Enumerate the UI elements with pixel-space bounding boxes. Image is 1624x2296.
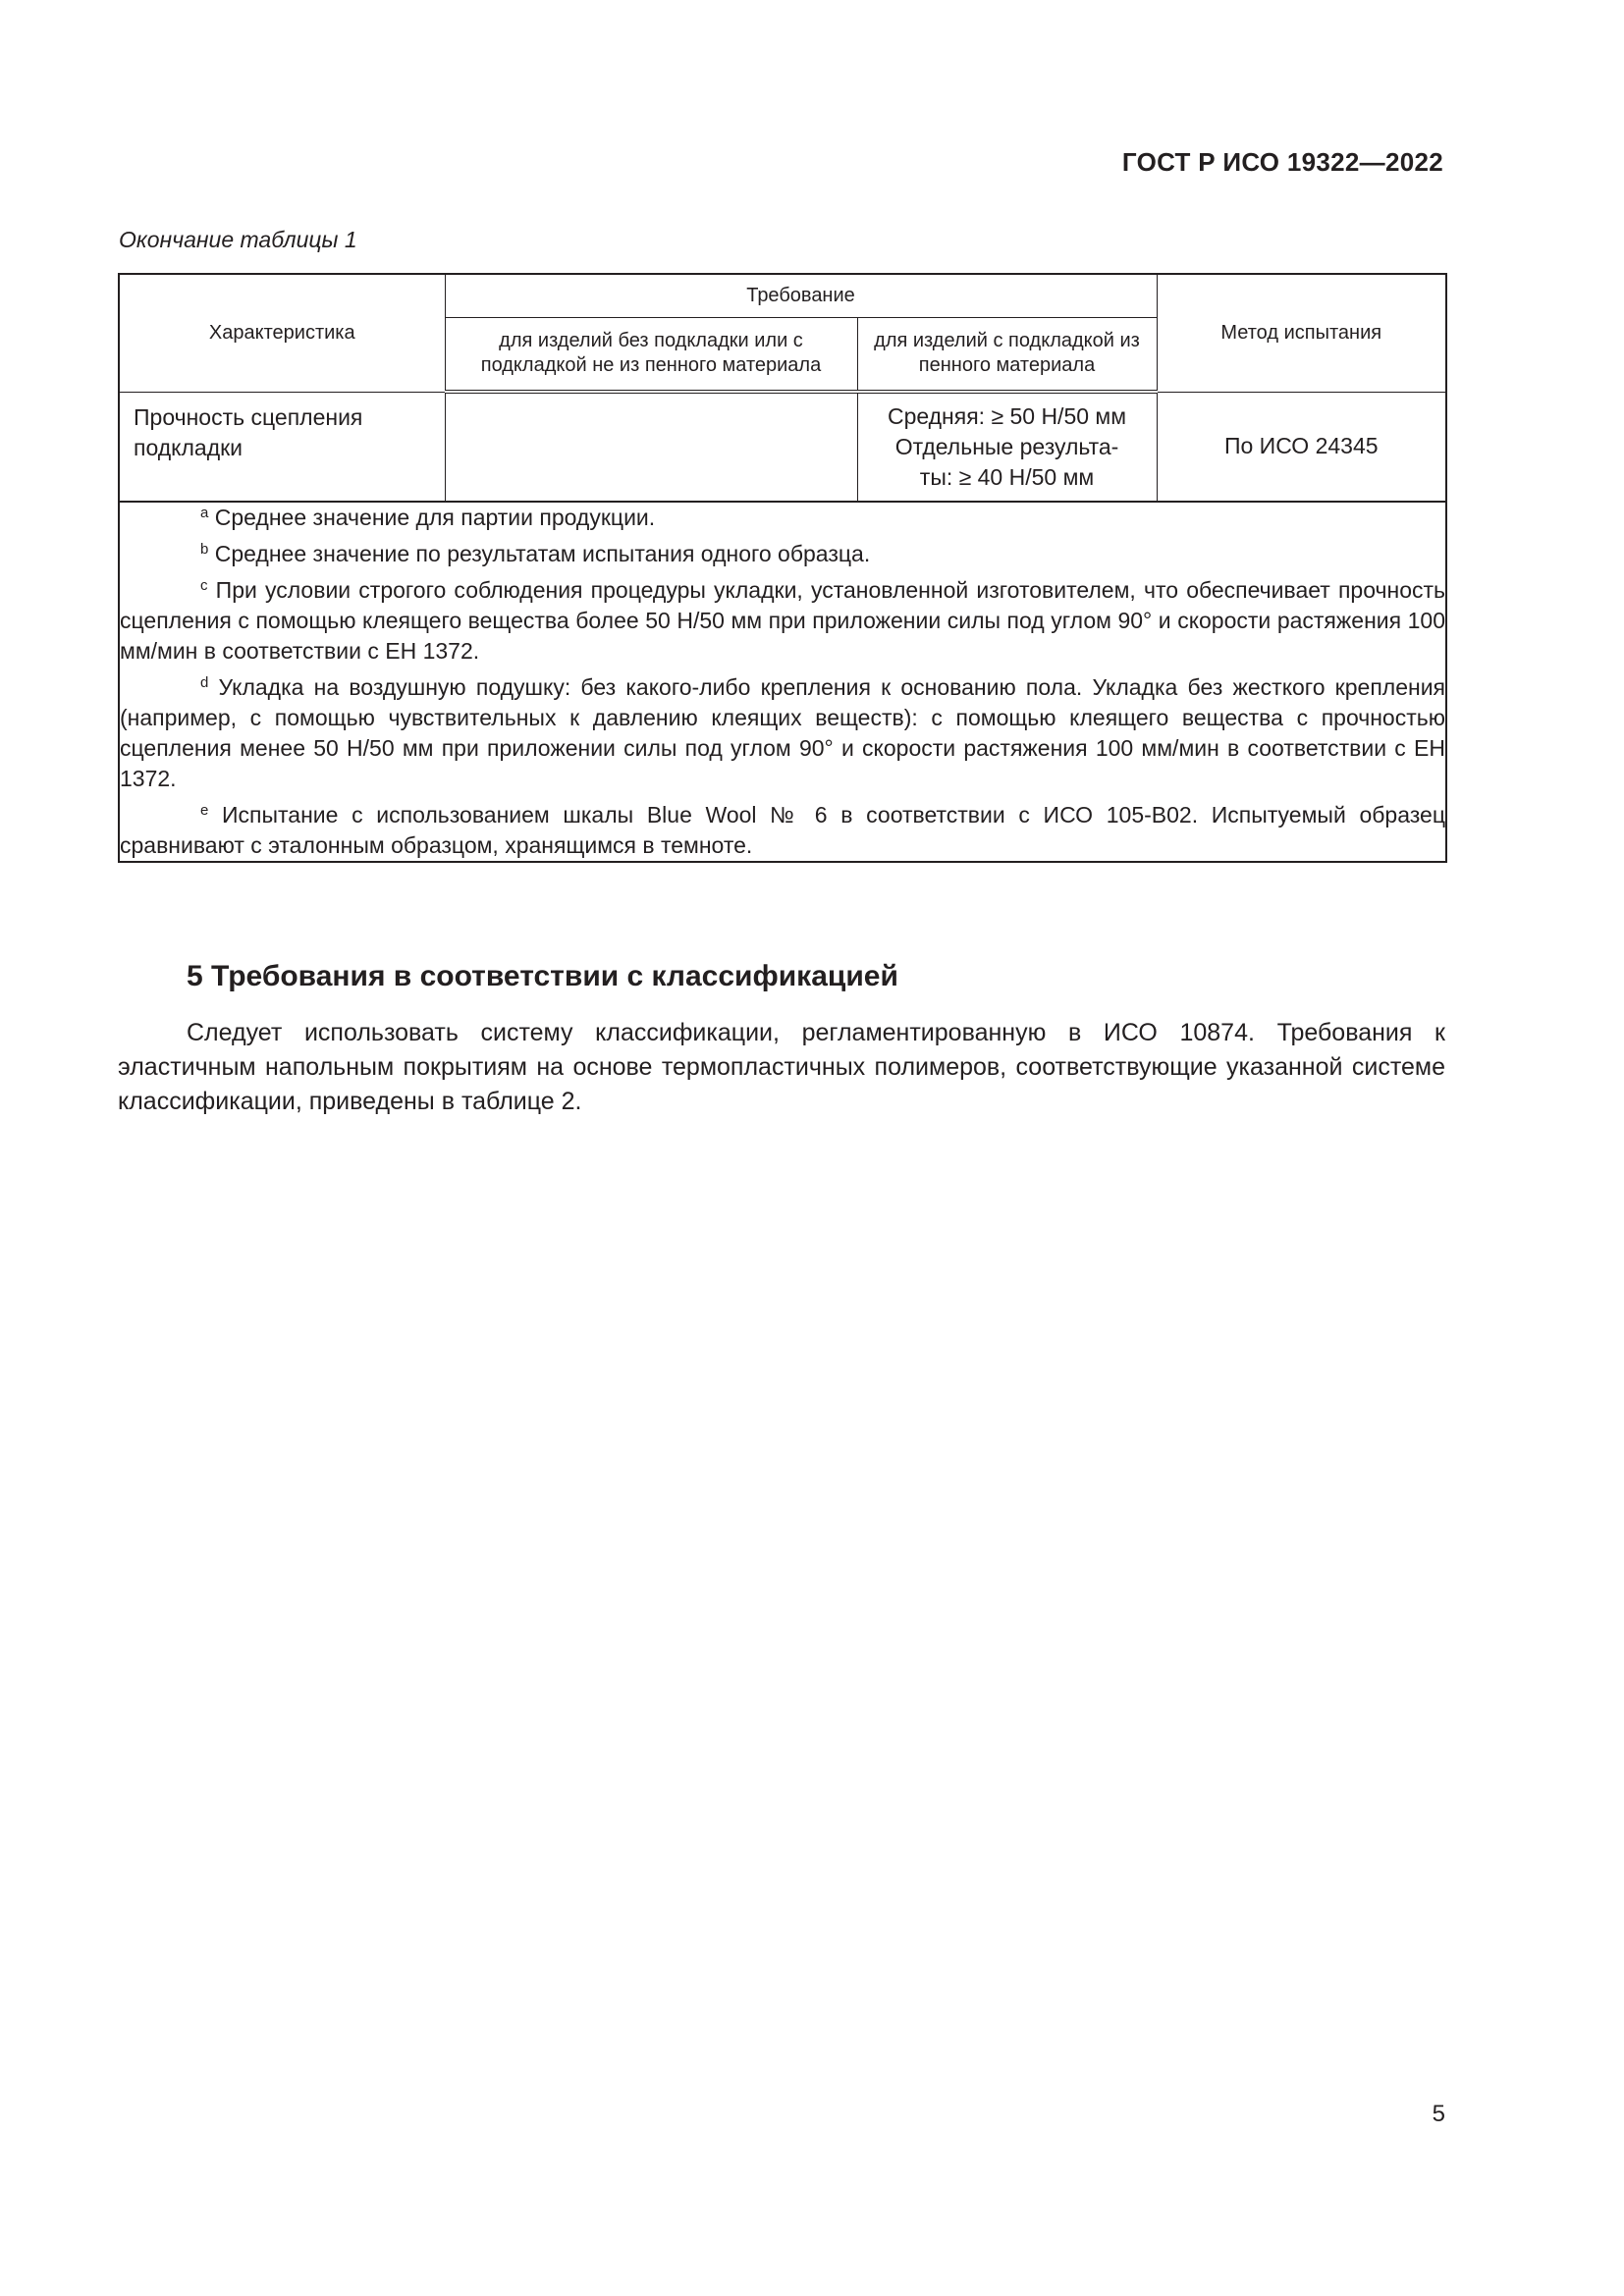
- table-row: [119, 392, 1446, 502]
- header-requirement: Требование: [445, 274, 1157, 317]
- section-paragraph: Следует использовать систему классификации, регламентированную в ИСО 10874. Требования к эластичным напольным покрытиям на основе термопластичных полимеров, соответствующие указанной системе классификации, приведены в таблице 2.: [118, 1019, 1445, 1115]
- cell-requirement-foam: [857, 392, 1157, 502]
- note-marker: a: [200, 505, 209, 521]
- table-notes-row: [119, 502, 1446, 862]
- requirement-foam-line-3: ты: ≥ 40 Н/50 мм: [919, 464, 1095, 490]
- table-note-d: [120, 672, 1445, 794]
- note-marker: b: [200, 541, 209, 558]
- cell-requirement-no-foam: [445, 392, 857, 502]
- table-note-e: [120, 800, 1445, 861]
- requirement-foam-line-2: Отдельные результа-: [894, 434, 1119, 459]
- requirements-table-container: [118, 273, 1445, 863]
- note-text: Среднее значение для партии продукции.: [214, 505, 656, 530]
- document-code: ГОСТ Р ИСО 19322—2022: [1121, 147, 1443, 177]
- note-marker: d: [200, 674, 209, 691]
- cell-test-method: По ИСО 24345: [1157, 392, 1446, 502]
- requirement-foam-line-1: Средняя: ≥ 50 Н/50 мм: [887, 403, 1127, 429]
- note-text: Укладка на воздушную подушку: без какого-либо крепления к основанию пола. Укладка без жесткого крепления (например, с помощью чувствительных к давлению клеящих веществ): с помощью клеящего вещества с прочностью сцепления менее 50 Н/50 мм при приложении силы под углом 90° и скорости растяжения 100 мм/мин в соответствии с ЕН 1372.: [120, 674, 1445, 791]
- table-notes: [119, 502, 1446, 862]
- section-heading: 5 Требования в соответствии с классификацией: [187, 960, 898, 992]
- note-text: Среднее значение по результатам испытания одного образца.: [214, 541, 871, 566]
- table-caption: Окончание таблицы 1: [119, 227, 357, 252]
- note-marker: c: [200, 577, 208, 594]
- cell-characteristic: Прочность сцепления подкладки: [119, 392, 445, 502]
- table-header-row-1: [119, 274, 1446, 317]
- table-note-b: [120, 539, 1445, 569]
- header-requirement-no-foam: для изделий без подкладки или с подкладкой не из пенного материала: [445, 317, 857, 392]
- header-requirement-foam: для изделий с подкладкой из пенного материала: [857, 317, 1157, 392]
- note-text: Испытание с использованием шкалы Blue Wool № 6 в соответствии с ИСО 105-В02. Испытуемый образец сравнивают с эталонным образцом, хранящимся в темноте.: [120, 802, 1445, 858]
- header-test-method: Метод испытания: [1157, 274, 1446, 392]
- table-note-a: [120, 503, 1445, 533]
- note-marker: e: [200, 802, 209, 819]
- requirements-table: [118, 273, 1447, 863]
- table-note-c: [120, 575, 1445, 667]
- header-characteristic: Характеристика: [119, 274, 445, 392]
- note-text: При условии строгого соблюдения процедуры укладки, установленной изготовителем, что обеспечивает прочность сцепления с помощью клеящего вещества более 50 Н/50 мм при приложении силы под углом 90° и скорости растяжения 100 мм/мин в соответствии с ЕН 1372.: [120, 577, 1446, 664]
- page-number: 5: [1432, 2101, 1445, 2127]
